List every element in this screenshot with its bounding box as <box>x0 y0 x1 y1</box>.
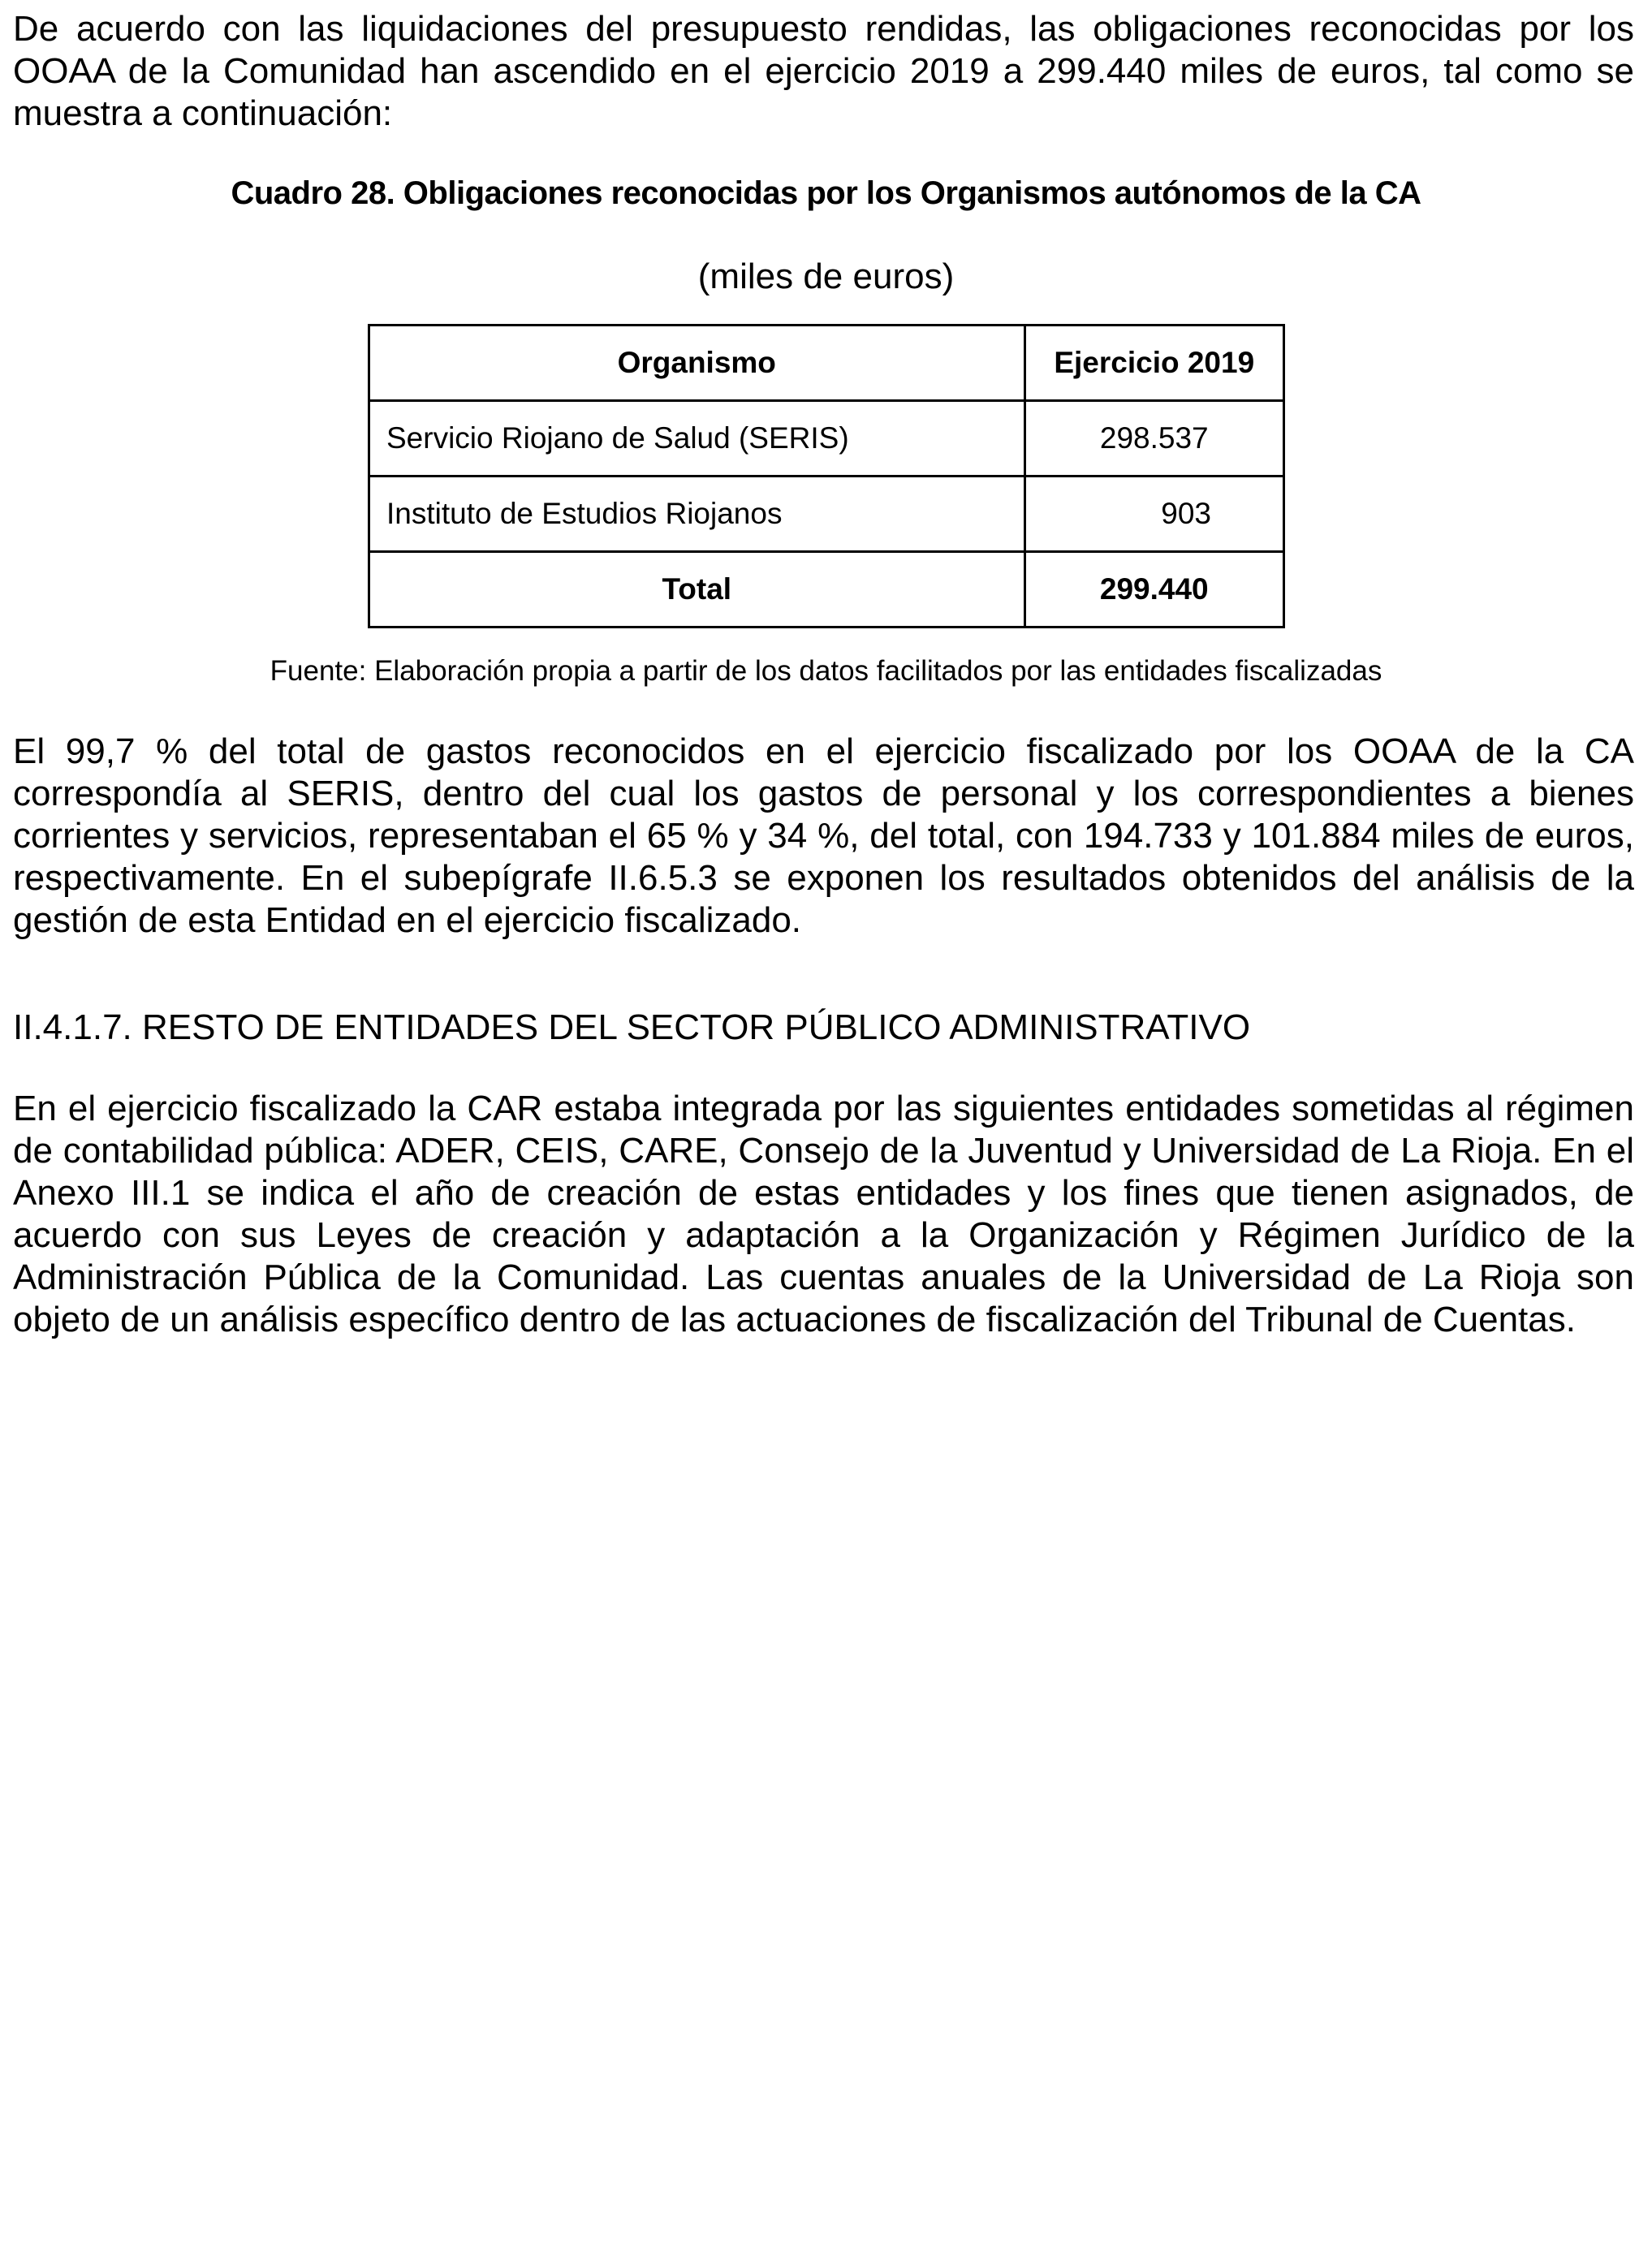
cell-organismo: Servicio Riojano de Salud (SERIS) <box>369 401 1025 477</box>
table-title: Cuadro 28. Obligaciones reconocidas por los Organismos autónomos de la CA <box>231 175 1421 211</box>
intro-paragraph: De acuerdo con las liquidaciones del presupuesto rendidas, las obligaciones reconocidas por los OOAA de la Comunidad han ascendido en el ejercicio 2019 a 299.440 miles de euros, tal como se muestra a continuación: <box>13 9 1634 133</box>
column-header-organismo: Organismo <box>369 326 1025 401</box>
table-row <box>369 401 1284 477</box>
table-header-row <box>369 326 1284 401</box>
table-source-note: Fuente: Elaboración propia a partir de los datos facilitados por las entidades fiscalizadas <box>270 655 1382 687</box>
cell-organismo: Instituto de Estudios Riojanos <box>369 477 1025 552</box>
total-value: 299.440 <box>1024 552 1283 628</box>
table-total-row <box>369 552 1284 628</box>
section-paragraph: En el ejercicio fiscalizado la CAR estaba integrada por las siguientes entidades sometidas al régimen de contabilidad pública: ADER, CEIS, CARE, Consejo de la Juventud y Universidad de La Rioja. En el Anexo III.1 se indica el año de creación de estas entidades y los fines que tienen asignados, de acuerdo con sus Leyes de creación y adaptación a la Organización y Régimen Jurídico de la Administración Pública de la Comunidad. Las cuentas anuales de la Universidad de La Rioja son objeto de un análisis específico dentro de las actuaciones de fiscalización del Tribunal de Cuentas. <box>13 1089 1634 1339</box>
cell-ejercicio-2019: 903 <box>1024 477 1283 552</box>
obligations-table <box>368 324 1285 628</box>
cell-ejercicio-2019: 298.537 <box>1024 401 1283 477</box>
analysis-paragraph: El 99,7 % del total de gastos reconocidos en el ejercicio fiscalizado por los OOAA de la CA correspondía al SERIS, dentro del cual los gastos de personal y los correspondientes a bienes corrientes y servicios, representaban el 65 % y 34 %, del total, con 194.733 y 101.884 miles de euros, respectivamente. En el subepígrafe II.6.5.3 se exponen los resultados obtenidos del análisis de la gestión de esta Entidad en el ejercicio fiscalizado. <box>13 731 1634 940</box>
table-row <box>369 477 1284 552</box>
total-label: Total <box>369 552 1025 628</box>
section-heading: II.4.1.7. RESTO DE ENTIDADES DEL SECTOR PÚBLICO ADMINISTRATIVO <box>13 1007 1251 1047</box>
table-units: (miles de euros) <box>697 257 955 296</box>
column-header-ejercicio: Ejercicio 2019 <box>1024 326 1283 401</box>
